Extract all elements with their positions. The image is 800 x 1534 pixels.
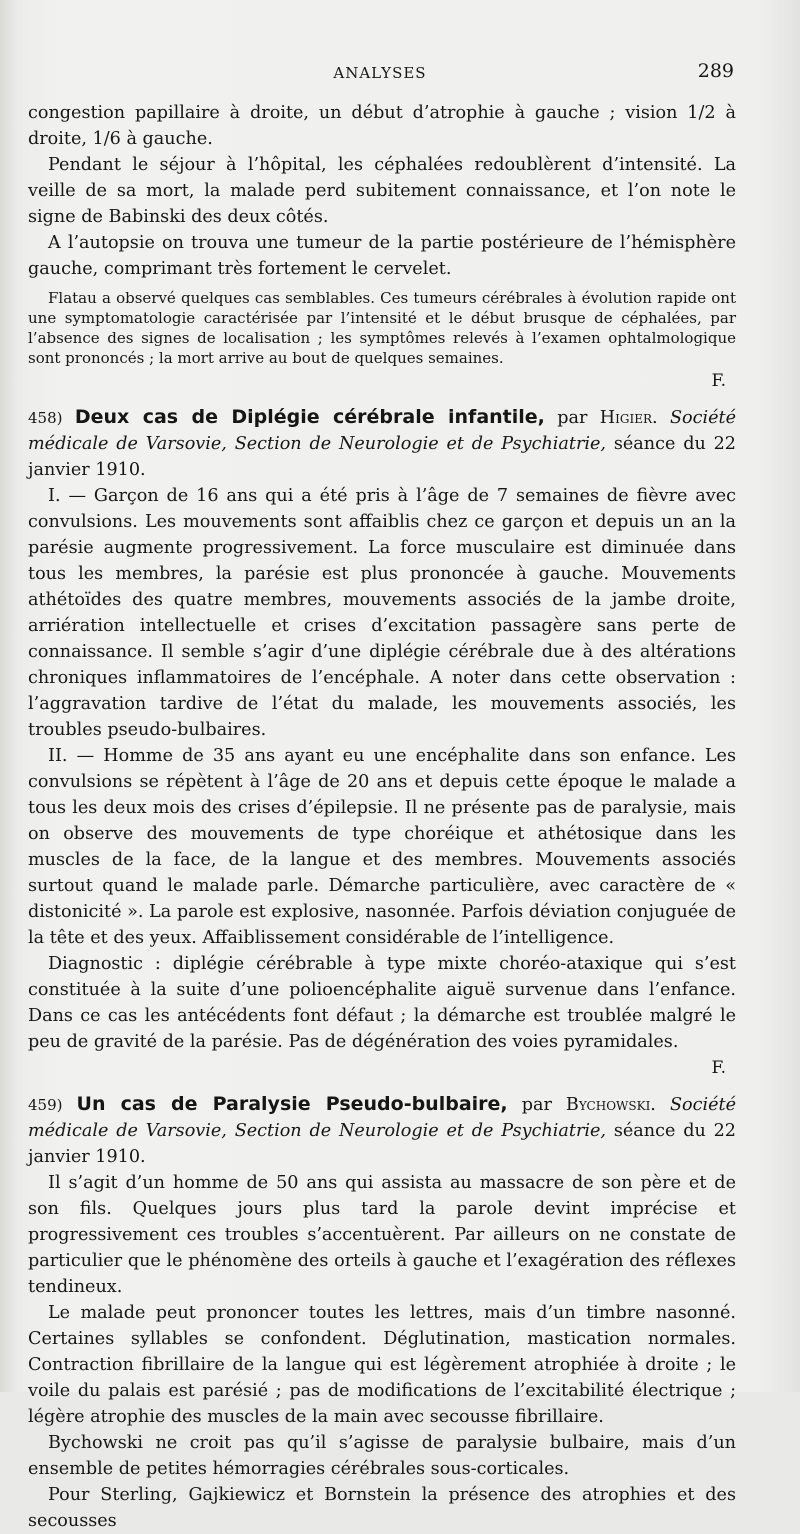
paragraph: Bychowski ne croit pas qu’il s’agisse de paralysie bulbaire, mais d’un ensemble de petites hémorragies cérébrales sous-corticales.	[28, 1433, 736, 1479]
page-body	[28, 100, 736, 1534]
entry-heading-458	[28, 404, 736, 483]
case-paragraph: I. — Garçon de 16 ans qui a été pris à l’âge de 7 semaines de fièvre avec convulsions. Les mouvements sont affaiblis chez ce garçon et depuis un an la parésie augmente progressivement. La force musculaire est diminuée dans tous les membres, la parésie est plus prononcée à gauche. Mouvements athétoïdes des quatre membres, mouvements associés de la jambe droite, arriération intellectuelle et crises d’excitation passagère sans perte de connaissance. Il semble s’agir d’une diplégie cérébrale due à des altérations chroniques inflammatoires de l’encéphale. A noter dans cette observation : l’aggravation tardive de l’état du malade, les mouvements associés, les troubles pseudo-bulbaires.	[28, 486, 736, 740]
editorial-note: Flatau a observé quelques cas semblables. Ces tumeurs cérébrales à évolution rapide ont une symptomatologie caractérisée par l’intensité et le début brusque de céphalées, par l’absence des signes de localisation ; les symptômes relevés à l’examen ophtalmologique sont prononcés ; la mort arrive au bout de quelques semaines.	[28, 289, 736, 367]
case-paragraph: II. — Homme de 35 ans ayant eu une encéphalite dans son enfance. Les convulsions se répètent à l’âge de 20 ans et depuis cette époque le malade a tous les deux mois des crises d’épilepsie. Il ne présente pas de paralysie, mais on observe des mouvements de type choréique et athétosique dans les muscles de la face, de la langue et des membres. Mouvements associés surtout quand le malade parle. Démarche particulière, avec caractère de « distonicité ». La parole est explosive, nasonnée. Parfois déviation conjuguée de la tête et des yeux. Affaiblissement considérable de l’intelligence.	[28, 746, 736, 948]
diagnostic-paragraph: Diagnostic : diplégie cérébrable à type mixte choréo-ataxique qui s’est constituée à la suite d’une polioencéphalite aiguë survenue dans l’enfance. Dans ce cas les antécédents font défaut ; la démarche est troublée malgré le peu de gravité de la parésie. Pas de dégénération des voies pyramidales.	[28, 954, 736, 1052]
page-header	[0, 60, 800, 86]
running-head: ANALYSES	[333, 64, 427, 82]
signature: F.	[711, 371, 726, 391]
paragraph: congestion papillaire à droite, un début d’atrophie à gauche ; vision 1/2 à droite, 1/6 à gauche.	[28, 103, 736, 149]
entry-by: par	[544, 408, 600, 428]
entry-author: Bychowski.	[565, 1095, 656, 1115]
paragraph: A l’autopsie on trouva une tumeur de la partie postérieure de l’hémisphère gauche, comprimant très fortement le cervelet.	[28, 233, 736, 279]
entry-date: séance du 22 janvier 1910.	[28, 1121, 736, 1167]
page-number: 289	[697, 60, 734, 82]
entry-title: Un cas de Paralysie Pseudo-bulbaire,	[76, 1093, 508, 1115]
paragraph: Pour Sterling, Gajkiewicz et Bornstein la présence des atrophies et des secousses	[28, 1485, 736, 1531]
paragraph: Le malade peut prononcer toutes les lettres, mais d’un timbre nasonné. Certaines syllables se confondent. Déglutination, mastication normales. Contraction fibrillaire de la langue qui est légèrement atrophiée à droite ; le voile du palais est parésié ; pas de modifications de l’excitabilité électrique ; légère atrophie des muscles de la main avec secousse fibrillaire.	[28, 1303, 736, 1427]
entry-date: séance du 22 janvier 1910.	[28, 434, 736, 480]
entry-number: 458)	[28, 409, 63, 427]
entry-by: par	[507, 1095, 566, 1115]
entry-title: Deux cas de Diplégie cérébrale infantile,	[74, 406, 545, 428]
entry-source: Société médicale de Varsovie, Section de Neurologie et de Psychiatrie,	[28, 408, 736, 454]
entry-heading-459	[28, 1091, 736, 1170]
entry-number: 459)	[28, 1096, 63, 1114]
signature: F.	[711, 1058, 726, 1078]
entry-author: Higier.	[599, 408, 658, 428]
entry-source: Société médicale de Varsovie, Section de Neurologie et de Psychiatrie,	[28, 1095, 736, 1141]
paragraph: Pendant le séjour à l’hôpital, les céphalées redoublèrent d’intensité. La veille de sa mort, la malade perd subitement connaissance, et l’on note le signe de Babinski des deux côtés.	[28, 155, 736, 227]
paragraph: Il s’agit d’un homme de 50 ans qui assista au massacre de son père et de son fils. Quelques jours plus tard la parole devint imprécise et progressivement ces troubles s’accentuèrent. Par ailleurs on ne constate de particulier que le phénomène des orteils à gauche et l’exagération des réflexes tendineux.	[28, 1173, 736, 1297]
